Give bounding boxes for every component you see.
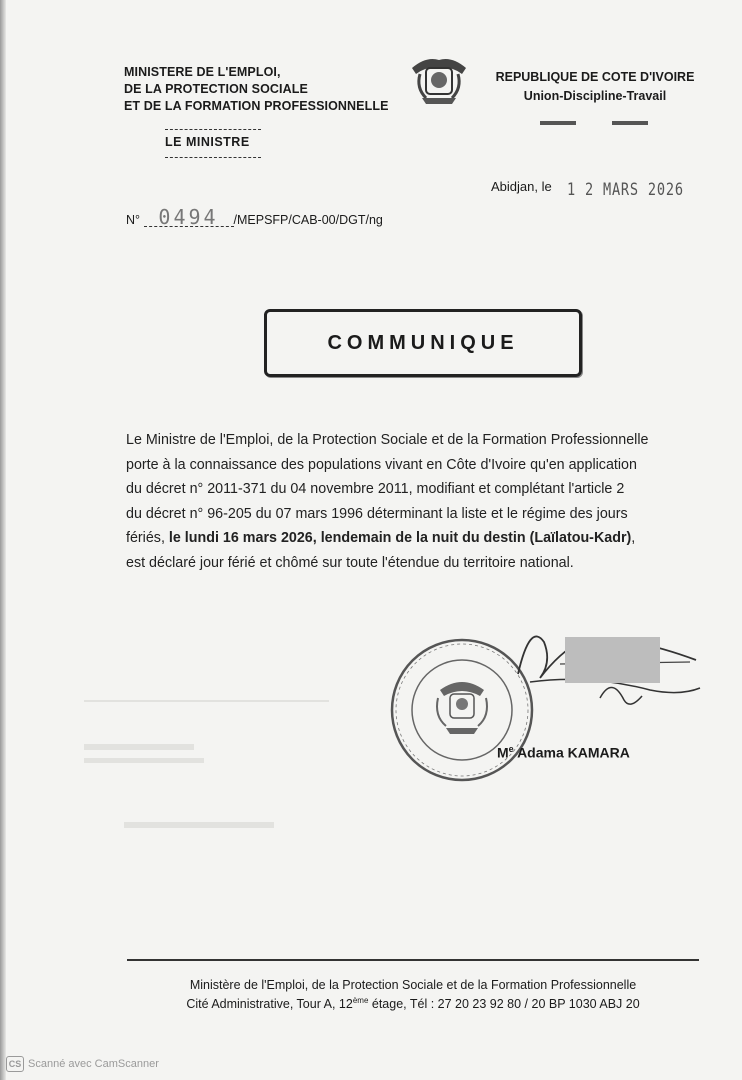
footer-line-1: Ministère de l'Emploi, de la Protection Sociale et de la Formation Professionnelle [189, 978, 637, 992]
bleed-through-mark [124, 822, 274, 828]
communique-title: COMMUNIQUE [327, 331, 519, 354]
signatory-full-name: Adama KAMARA [517, 744, 630, 761]
reference-prefix: N° [126, 213, 141, 227]
header-bar-right [612, 121, 648, 125]
body-line-3: du décret n° 2011-371 du 04 novembre 2011, modifiant et complétant l'article 2 [126, 481, 625, 497]
header-bar-left [540, 121, 576, 125]
bleed-through-line [84, 700, 329, 702]
holiday-date-highlight: le lundi 16 mars 2026, lendemain de la nuit du destin (Laïlatou-Kadr) [168, 530, 632, 546]
date-prefix: Abidjan, le [491, 179, 552, 194]
footer-line-2-end: étage, Tél : 27 20 23 92 80 / 20 BP 1030 ABJ 20 [368, 997, 640, 1012]
body-line-5-start: fériés, [126, 530, 169, 546]
coat-of-arms-emblem [406, 54, 472, 108]
bleed-through-mark [84, 758, 204, 763]
footer-address [127, 977, 699, 1012]
country-name: REPUBLIQUE DE COTE D'IVOIRE [495, 70, 695, 84]
footer-line-2-sup: ème [352, 996, 369, 1005]
ministry-line-2: DE LA PROTECTION SOCIALE [124, 82, 308, 96]
reference-number: 0494 [144, 208, 234, 227]
body-line-6: est déclaré jour férié et chômé sur toute l'étendue du territoire national. [126, 554, 574, 571]
body-line-1: Le Ministre de l'Emploi, de la Protection Sociale et de la Formation Professionnelle [126, 432, 649, 448]
bleed-through-mark [84, 744, 194, 750]
redaction-box [565, 637, 660, 683]
divider-dashes-bottom [165, 157, 261, 158]
date-stamp: 1 2 MARS 2026 [567, 180, 685, 200]
footer-line-2-start: Cité Administrative, Tour A, 12 [186, 997, 353, 1012]
office-title: LE MINISTRE [165, 135, 250, 149]
body-line-2: porte à la connaissance des populations vivant en Côte d'Ivoire qu'en application [126, 456, 637, 473]
reference-suffix: /MEPSFP/CAB-00/DGT/ng [233, 213, 383, 227]
body-line-5-end: , [631, 530, 636, 546]
communique-body [126, 428, 710, 575]
ministry-line-3: ET DE LA FORMATION PROFESSIONNELLE [124, 99, 389, 113]
national-motto: Union-Discipline-Travail [523, 89, 667, 103]
signatory-title-sup: e [508, 744, 514, 754]
footer-rule [127, 959, 699, 961]
header-bars [540, 121, 648, 125]
camscanner-watermark [6, 1056, 159, 1072]
communique-title-box [264, 309, 582, 377]
date-line [491, 176, 713, 200]
signatory-title-abbrev: M [497, 744, 509, 761]
camscanner-text: Scanné avec CamScanner [28, 1058, 159, 1070]
footer-line-2 [127, 993, 699, 1012]
signatory-name [497, 744, 630, 761]
body-line-5 [126, 526, 710, 551]
body-line-4: du décret n° 96-205 du 07 mars 1996 déterminant la liste et le régime des jours [126, 505, 628, 522]
ministry-line-1: MINISTERE DE L'EMPLOI, [124, 65, 281, 79]
divider-dashes-top [165, 129, 261, 130]
camscanner-logo-icon: CS [6, 1056, 24, 1072]
ministry-header [124, 64, 424, 115]
scan-edge-shadow [0, 0, 6, 1080]
reference-line [126, 205, 383, 229]
republic-header [470, 68, 720, 106]
